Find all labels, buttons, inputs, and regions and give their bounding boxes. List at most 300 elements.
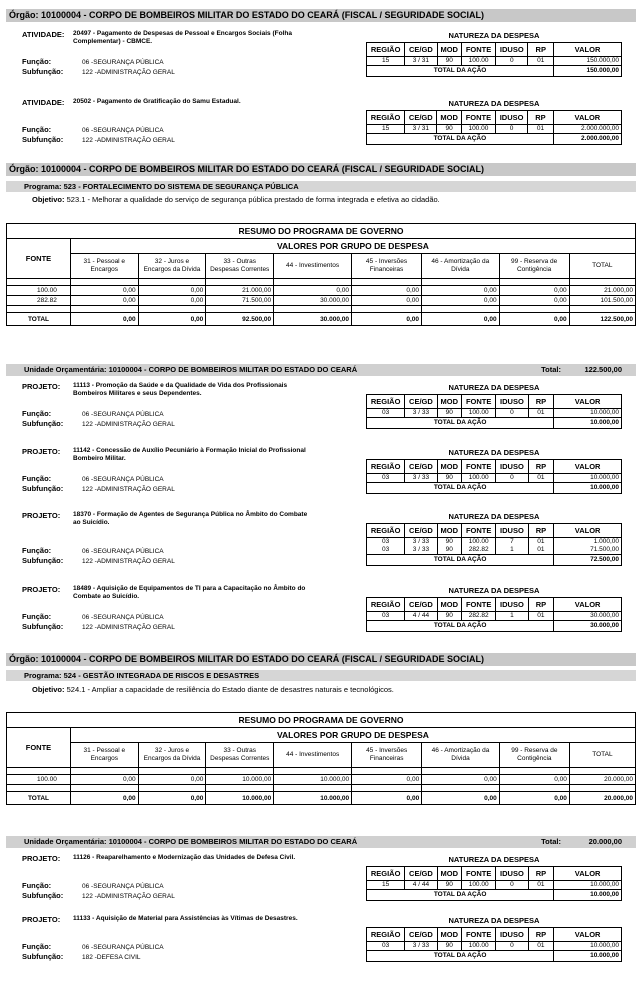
natureza-cell: 3 / 33 <box>405 474 437 483</box>
natureza-cell: 01 <box>528 881 554 890</box>
total-acao-row <box>367 890 622 901</box>
natureza-col-header: IDUSO <box>496 928 528 942</box>
natureza-cell: 10.000,00 <box>554 942 622 951</box>
natureza-row <box>367 57 622 66</box>
natureza-cell: 4 / 44 <box>405 612 437 621</box>
resumo-cell: 20.000,00 <box>569 775 635 785</box>
natureza-row <box>367 474 622 483</box>
natureza-cell: 3 / 33 <box>405 546 437 555</box>
total-acao-row <box>367 621 622 632</box>
subfuncao-value: 122 -ADMINISTRAÇÃO GERAL <box>82 624 175 631</box>
natureza-despesa-table <box>366 597 622 632</box>
natureza-col-header: VALOR <box>553 111 621 125</box>
natureza-col-header: FONTE <box>462 395 496 409</box>
natureza-cell: 3 / 33 <box>405 538 437 547</box>
natureza-cell: 90 <box>437 612 461 621</box>
action-description <box>73 447 313 463</box>
action-desc-text: Reaparelhamento e Modernização das Unidades de Defesa Civil. <box>96 854 296 861</box>
action-separator: - <box>91 585 97 592</box>
unidade-total-value: 20.000,00 <box>588 837 622 846</box>
natureza-col-header: IDUSO <box>496 43 528 57</box>
natureza-cell: 1 <box>496 612 528 621</box>
natureza-cell: 01 <box>528 57 554 66</box>
natureza-despesa-title: NATUREZA DA DESPESA <box>448 855 540 864</box>
natureza-col-header: CE/GD <box>405 524 437 538</box>
natureza-cell: 3 / 33 <box>405 409 437 418</box>
resumo-total-cell: TOTAL <box>7 792 71 805</box>
natureza-cell: 03 <box>367 546 405 555</box>
natureza-header-row <box>367 524 622 538</box>
funcao-label: Função: <box>22 409 52 418</box>
natureza-col-header: RP <box>528 928 554 942</box>
action-separator: - <box>90 447 97 454</box>
natureza-col-header: MOD <box>437 928 461 942</box>
resumo-col-header: 33 - Outras Despesas Correntes <box>206 743 274 768</box>
natureza-col-header: CE/GD <box>405 867 437 881</box>
resumo-cell: 71.500,00 <box>206 296 274 306</box>
action-type-label: PROJETO: <box>22 511 61 520</box>
objetivo-label: Objetivo: <box>32 195 65 204</box>
natureza-cell: 150.000,00 <box>554 57 622 66</box>
natureza-col-header: VALOR <box>554 43 622 57</box>
total-acao-row <box>367 951 622 962</box>
natureza-col-header: FONTE <box>462 524 496 538</box>
natureza-cell: 90 <box>437 474 461 483</box>
resumo-total-cell: 0,00 <box>138 313 206 326</box>
natureza-cell: 100.00 <box>462 538 496 547</box>
natureza-col-header: MOD <box>437 43 461 57</box>
resumo-cell: 100.00 <box>7 286 71 296</box>
action-desc-text: Aquisição de Equipamentos de TI para a Capacitação no Âmbito do Combate ao Suicídio. <box>73 585 306 600</box>
resumo-cell: 0,00 <box>352 775 422 785</box>
resumo-cell: 0,00 <box>70 296 138 306</box>
natureza-col-header: FONTE <box>462 867 496 881</box>
programa-header: Programa: 523 - FORTALECIMENTO DO SISTEMA DE SEGURANÇA PÚBLICA <box>6 181 636 192</box>
subfuncao-label: Subfunção: <box>22 484 64 493</box>
resumo-programa-table <box>6 712 636 805</box>
natureza-cell: 15 <box>367 57 405 66</box>
natureza-col-header: REGIÃO <box>367 598 405 612</box>
resumo-total-cell: 0,00 <box>351 313 421 326</box>
funcao-value: 06 -SEGURANÇA PÚBLICA <box>82 411 164 418</box>
action-desc-text: Formação de Agentes de Segurança Pública no Âmbito do Combate ao Suicídio. <box>73 511 308 526</box>
total-acao-label: TOTAL DA AÇÃO <box>367 621 554 632</box>
action-type-label: PROJETO: <box>22 585 61 594</box>
natureza-cell: 10.000,00 <box>554 409 622 418</box>
natureza-col-header: CE/GD <box>405 43 437 57</box>
natureza-row <box>367 881 622 890</box>
funcao-label: Função: <box>22 881 52 890</box>
unidade-orcamentaria-header <box>6 364 636 376</box>
resumo-cell: 101.500,00 <box>569 296 635 306</box>
natureza-cell: 0 <box>496 125 528 134</box>
natureza-cell: 90 <box>437 881 461 890</box>
action-code: 11133 <box>73 915 91 922</box>
funcao-value: 06 -SEGURANÇA PÚBLICA <box>82 127 164 134</box>
natureza-col-header: RP <box>528 867 554 881</box>
resumo-cell: 0,00 <box>351 296 421 306</box>
resumo-total-cell: 0,00 <box>422 792 500 805</box>
resumo-cell: 0,00 <box>422 775 500 785</box>
resumo-programa-table <box>6 223 636 326</box>
natureza-col-header: CE/GD <box>405 928 437 942</box>
natureza-cell: 01 <box>528 546 554 555</box>
natureza-cell: 90 <box>437 409 461 418</box>
subfuncao-value: 182 -DEFESA CIVIL <box>82 954 141 961</box>
action-description <box>73 382 313 398</box>
natureza-cell: 1 <box>496 546 528 555</box>
natureza-col-header: RP <box>528 43 554 57</box>
natureza-col-header: CE/GD <box>405 598 437 612</box>
natureza-cell: 10.000,00 <box>554 474 622 483</box>
total-acao-row <box>367 483 622 494</box>
total-acao-value: 72.500,00 <box>554 555 622 566</box>
natureza-col-header: VALOR <box>554 460 622 474</box>
subfuncao-label: Subfunção: <box>22 952 64 961</box>
natureza-cell: 03 <box>367 538 405 547</box>
natureza-row <box>367 942 622 951</box>
natureza-col-header: REGIÃO <box>367 524 405 538</box>
natureza-despesa-title: NATUREZA DA DESPESA <box>448 31 540 40</box>
action-type-label: PROJETO: <box>22 382 61 391</box>
resumo-table <box>6 223 636 326</box>
natureza-cell: 01 <box>528 538 554 547</box>
natureza-col-header: VALOR <box>554 395 622 409</box>
resumo-cell: 0,00 <box>351 286 421 296</box>
objetivo-label: Objetivo: <box>32 685 65 694</box>
natureza-cell: 100.00 <box>462 881 496 890</box>
total-acao-label: TOTAL DA AÇÃO <box>367 890 554 901</box>
resumo-cell: 10.000,00 <box>274 775 352 785</box>
action-desc-text: Pagamento de Gratificação do Samu Estadual. <box>96 98 241 105</box>
resumo-col-header: 31 - Pessoal e Encargos <box>70 254 138 279</box>
natureza-despesa-table <box>366 927 622 962</box>
natureza-cell: 01 <box>528 474 554 483</box>
resumo-cell: 0,00 <box>499 286 569 296</box>
orgao-header: Órgão: 10100004 - CORPO DE BOMBEIROS MILITAR DO ESTADO DO CEARÁ (FISCAL / SEGURIDADE SOCIAL) <box>6 9 636 22</box>
orgao-header: Órgão: 10100004 - CORPO DE BOMBEIROS MILITAR DO ESTADO DO CEARÁ (FISCAL / SEGURIDADE SOCIAL) <box>6 163 636 176</box>
resumo-cell: 0,00 <box>499 296 569 306</box>
action-code: 11142 <box>73 447 91 454</box>
action-separator: - <box>91 511 97 518</box>
resumo-data-row <box>7 286 636 296</box>
objetivo-line <box>32 685 394 694</box>
total-acao-value: 2.000.000,00 <box>553 134 621 145</box>
action-type-label: PROJETO: <box>22 447 61 456</box>
natureza-col-header: FONTE <box>462 928 496 942</box>
action-code: 18489 <box>73 585 92 592</box>
action-description <box>73 30 313 46</box>
total-acao-row <box>367 134 622 145</box>
resumo-table <box>6 712 636 805</box>
resumo-col-header: 31 - Pessoal e Encargos <box>70 743 138 768</box>
natureza-cell: 2.000.000,00 <box>553 125 621 134</box>
natureza-cell: 4 / 44 <box>405 881 437 890</box>
total-acao-value: 10.000,00 <box>554 418 622 429</box>
action-desc-text: Aquisição de Material para Assistências às Vítimas de Desastres. <box>95 915 298 922</box>
natureza-cell: 3 / 31 <box>405 125 437 134</box>
resumo-total-cell: 0,00 <box>499 313 569 326</box>
subfuncao-value: 122 -ADMINISTRAÇÃO GERAL <box>82 893 175 900</box>
funcao-value: 06 -SEGURANÇA PÚBLICA <box>82 883 164 890</box>
funcao-label: Função: <box>22 57 52 66</box>
natureza-despesa-table <box>366 394 622 429</box>
objetivo-text: 524.1 - Ampliar a capacidade de resiliência do Estado diante de desastres naturais e tecnológicos. <box>66 685 394 694</box>
natureza-cell: 01 <box>528 942 554 951</box>
subfuncao-label: Subfunção: <box>22 67 64 76</box>
natureza-col-header: CE/GD <box>405 395 437 409</box>
total-acao-label: TOTAL DA AÇÃO <box>367 951 554 962</box>
natureza-cell: 0 <box>496 409 528 418</box>
total-acao-label: TOTAL DA AÇÃO <box>367 555 554 566</box>
natureza-col-header: VALOR <box>554 524 622 538</box>
natureza-col-header: FONTE <box>461 111 495 125</box>
funcao-label: Função: <box>22 546 52 555</box>
natureza-header-row <box>367 111 622 125</box>
total-acao-value: 30.000,00 <box>554 621 622 632</box>
funcao-value: 06 -SEGURANÇA PÚBLICA <box>82 614 164 621</box>
natureza-cell: 01 <box>528 612 554 621</box>
resumo-col-header: 46 - Amortização da Dívida <box>422 254 500 279</box>
action-desc-text: Pagamento de Despesas de Pessoal e Encargos Sociais (Folha Complementar) - CBMCE. <box>73 30 292 45</box>
resumo-cell: 0,00 <box>138 775 206 785</box>
resumo-cell: 0,00 <box>138 286 206 296</box>
objetivo-text: 523.1 - Melhorar a qualidade do serviço de segurança pública prestado de forma integrada e efetiva ao cidadão. <box>66 195 440 204</box>
programa-header: Programa: 524 - GESTÃO INTEGRADA DE RISCOS E DESASTRES <box>6 670 636 681</box>
action-separator: - <box>90 382 96 389</box>
natureza-col-header: MOD <box>437 867 461 881</box>
natureza-col-header: FONTE <box>462 460 496 474</box>
objetivo-line <box>32 195 440 204</box>
natureza-col-header: MOD <box>437 395 461 409</box>
resumo-total-cell: TOTAL <box>7 313 71 326</box>
resumo-total-cell: 0,00 <box>422 313 500 326</box>
resumo-cell: 0,00 <box>422 286 500 296</box>
natureza-col-header: RP <box>528 460 554 474</box>
funcao-value: 06 -SEGURANÇA PÚBLICA <box>82 476 164 483</box>
fonte-header: FONTE <box>7 728 71 768</box>
action-code: 11113 <box>73 382 90 389</box>
natureza-despesa-title: NATUREZA DA DESPESA <box>448 916 540 925</box>
natureza-cell: 90 <box>437 942 461 951</box>
resumo-col-header: 33 - Outras Despesas Correntes <box>206 254 274 279</box>
natureza-col-header: CE/GD <box>405 460 437 474</box>
funcao-value: 06 -SEGURANÇA PÚBLICA <box>82 944 164 951</box>
natureza-col-header: VALOR <box>554 928 622 942</box>
natureza-col-header: IDUSO <box>496 395 528 409</box>
total-acao-value: 150.000,00 <box>554 66 622 77</box>
action-separator: - <box>90 915 96 922</box>
action-separator: - <box>90 854 97 861</box>
unidade-total-label: Total: <box>541 837 561 846</box>
natureza-col-header: IDUSO <box>496 460 528 474</box>
natureza-despesa-table <box>366 523 622 566</box>
natureza-col-header: FONTE <box>462 598 496 612</box>
subfuncao-value: 122 -ADMINISTRAÇÃO GERAL <box>82 137 175 144</box>
unidade-orcamentaria-header <box>6 836 636 848</box>
natureza-cell: 100.00 <box>461 125 495 134</box>
natureza-cell: 90 <box>437 546 461 555</box>
natureza-header-row <box>367 395 622 409</box>
natureza-col-header: MOD <box>437 111 461 125</box>
resumo-data-row <box>7 775 636 785</box>
natureza-cell: 3 / 33 <box>405 942 437 951</box>
natureza-row <box>367 125 622 134</box>
natureza-cell: 100.00 <box>462 474 496 483</box>
resumo-total-cell: 10.000,00 <box>206 792 274 805</box>
total-acao-label: TOTAL DA AÇÃO <box>367 134 554 145</box>
resumo-title: RESUMO DO PROGRAMA DE GOVERNO <box>7 224 636 239</box>
subfuncao-label: Subfunção: <box>22 622 64 631</box>
funcao-label: Função: <box>22 612 52 621</box>
action-type-label: ATIVIDADE: <box>22 98 65 107</box>
natureza-col-header: REGIÃO <box>367 928 405 942</box>
resumo-total-cell: 20.000,00 <box>569 792 635 805</box>
natureza-cell: 03 <box>367 612 405 621</box>
natureza-col-header: REGIÃO <box>367 43 405 57</box>
action-code: 11126 <box>73 854 91 861</box>
natureza-cell: 7 <box>496 538 528 547</box>
natureza-cell: 30.000,00 <box>554 612 622 621</box>
resumo-total-cell: 92.500,00 <box>206 313 274 326</box>
natureza-cell: 0 <box>496 881 528 890</box>
natureza-cell: 90 <box>437 538 461 547</box>
resumo-col-header: 32 - Juros e Encargos da Dívida <box>138 743 206 768</box>
natureza-col-header: IDUSO <box>496 867 528 881</box>
resumo-total-cell: 30.000,00 <box>274 313 352 326</box>
resumo-subtitle: VALORES POR GRUPO DE DESPESA <box>70 728 635 743</box>
action-separator: - <box>91 98 97 105</box>
natureza-header-row <box>367 928 622 942</box>
subfuncao-value: 122 -ADMINISTRAÇÃO GERAL <box>82 486 175 493</box>
resumo-total-cell: 0,00 <box>138 792 206 805</box>
subfuncao-value: 122 -ADMINISTRAÇÃO GERAL <box>82 421 175 428</box>
natureza-col-header: IDUSO <box>496 524 528 538</box>
natureza-col-header: IDUSO <box>496 598 528 612</box>
natureza-header-row <box>367 867 622 881</box>
resumo-col-header: 46 - Amortização da Dívida <box>422 743 500 768</box>
total-acao-value: 10.000,00 <box>554 951 622 962</box>
natureza-header-row <box>367 43 622 57</box>
natureza-cell: 100.00 <box>462 942 496 951</box>
natureza-cell: 71.500,00 <box>554 546 622 555</box>
subfuncao-label: Subfunção: <box>22 419 64 428</box>
action-separator: - <box>91 30 97 37</box>
action-code: 20497 <box>73 30 92 37</box>
resumo-cell: 282.82 <box>7 296 71 306</box>
natureza-cell: 100.00 <box>461 57 495 66</box>
resumo-total-cell: 10.000,00 <box>274 792 352 805</box>
natureza-despesa-table <box>366 110 622 145</box>
natureza-despesa-title: NATUREZA DA DESPESA <box>448 383 540 392</box>
funcao-value: 06 -SEGURANÇA PÚBLICA <box>82 548 164 555</box>
resumo-col-header: TOTAL <box>569 743 635 768</box>
resumo-total-cell: 0,00 <box>499 792 569 805</box>
natureza-col-header: REGIÃO <box>367 867 405 881</box>
funcao-label: Função: <box>22 942 52 951</box>
total-acao-value: 10.000,00 <box>554 890 622 901</box>
total-acao-label: TOTAL DA AÇÃO <box>367 418 554 429</box>
natureza-cell: 10.000,00 <box>554 881 622 890</box>
natureza-col-header: RP <box>528 395 554 409</box>
fonte-header: FONTE <box>7 239 71 279</box>
action-type-label: ATIVIDADE: <box>22 30 65 39</box>
natureza-col-header: RP <box>528 524 554 538</box>
natureza-cell: 03 <box>367 942 405 951</box>
action-code: 18370 <box>73 511 92 518</box>
resumo-title: RESUMO DO PROGRAMA DE GOVERNO <box>7 713 636 728</box>
resumo-total-cell: 0,00 <box>352 792 422 805</box>
natureza-despesa-title: NATUREZA DA DESPESA <box>448 586 540 595</box>
natureza-col-header: RP <box>528 598 554 612</box>
natureza-col-header: FONTE <box>461 43 495 57</box>
natureza-cell: 0 <box>496 942 528 951</box>
natureza-col-header: MOD <box>437 460 461 474</box>
natureza-cell: 3 / 31 <box>405 57 437 66</box>
resumo-cell: 100.00 <box>7 775 71 785</box>
natureza-row <box>367 538 622 547</box>
resumo-cell: 21.000,00 <box>206 286 274 296</box>
resumo-col-header: 44 - Investimentos <box>274 743 352 768</box>
action-desc-text: Concessão de Auxílio Pecuniário à Formação Inicial do Profissional Bombeiro Militar. <box>73 447 306 462</box>
funcao-label: Função: <box>22 474 52 483</box>
funcao-label: Função: <box>22 125 52 134</box>
subfuncao-label: Subfunção: <box>22 556 64 565</box>
natureza-cell: 03 <box>367 474 405 483</box>
natureza-despesa-table <box>366 459 622 494</box>
resumo-cell: 0,00 <box>70 775 138 785</box>
natureza-cell: 01 <box>528 409 554 418</box>
natureza-cell: 0 <box>496 57 528 66</box>
subfuncao-label: Subfunção: <box>22 135 64 144</box>
resumo-total-row <box>7 792 636 805</box>
resumo-cell: 0,00 <box>138 296 206 306</box>
action-description <box>73 854 313 862</box>
resumo-cell: 0,00 <box>274 286 352 296</box>
total-acao-row <box>367 555 622 566</box>
funcao-value: 06 -SEGURANÇA PÚBLICA <box>82 59 164 66</box>
natureza-col-header: REGIÃO <box>367 460 405 474</box>
resumo-col-header: TOTAL <box>569 254 635 279</box>
natureza-despesa-table <box>366 866 622 901</box>
action-description <box>73 98 313 106</box>
unidade-label: Unidade Orçamentária: 10100004 - CORPO DE BOMBEIROS MILITAR DO ESTADO DO CEARÁ <box>24 837 358 846</box>
natureza-cell: 01 <box>528 125 554 134</box>
natureza-cell: 282.82 <box>462 546 496 555</box>
action-type-label: PROJETO: <box>22 915 61 924</box>
natureza-despesa-title: NATUREZA DA DESPESA <box>448 448 540 457</box>
natureza-despesa-title: NATUREZA DA DESPESA <box>448 99 540 108</box>
natureza-col-header: REGIÃO <box>367 111 405 125</box>
natureza-col-header: RP <box>528 111 554 125</box>
natureza-row <box>367 409 622 418</box>
natureza-cell: 1.000,00 <box>554 538 622 547</box>
total-acao-label: TOTAL DA AÇÃO <box>367 483 554 494</box>
action-description <box>73 585 313 601</box>
resumo-col-header: 99 - Reserva de Contigência <box>499 743 569 768</box>
subfuncao-value: 122 -ADMINISTRAÇÃO GERAL <box>82 69 175 76</box>
natureza-col-header: MOD <box>437 598 461 612</box>
action-type-label: PROJETO: <box>22 854 61 863</box>
natureza-cell: 282.82 <box>462 612 496 621</box>
natureza-col-header: VALOR <box>554 598 622 612</box>
subfuncao-value: 122 -ADMINISTRAÇÃO GERAL <box>82 558 175 565</box>
action-code: 20502 <box>73 98 92 105</box>
resumo-cell: 0,00 <box>422 296 500 306</box>
action-desc-text: Promoção da Saúde e da Qualidade de Vida dos Profissionais Bombeiros Militares e seus Dependentes. <box>73 382 288 397</box>
natureza-cell: 100.00 <box>462 409 496 418</box>
resumo-total-cell: 0,00 <box>70 313 138 326</box>
